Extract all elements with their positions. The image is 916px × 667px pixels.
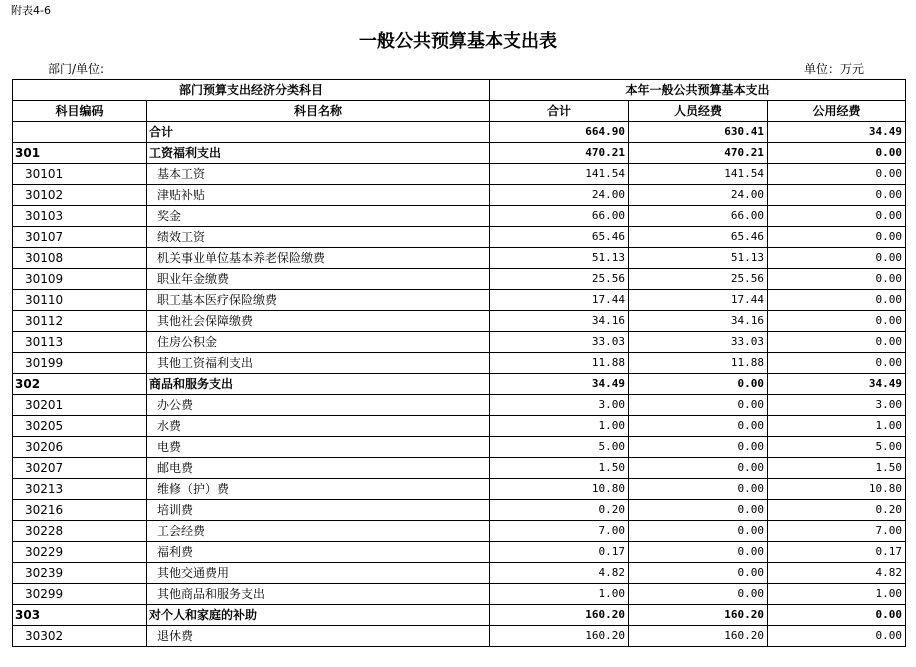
- total-row: [13, 122, 906, 143]
- table-row: [13, 353, 906, 374]
- header-group-row: [13, 80, 906, 101]
- row-name: 其他交通费用: [147, 563, 490, 584]
- row-name: 商品和服务支出: [147, 374, 490, 395]
- row-name: 职工基本医疗保险缴费: [147, 290, 490, 311]
- row-code: 30207: [13, 458, 147, 479]
- row-personnel: 24.00: [629, 185, 768, 206]
- row-name: 津贴补贴: [147, 185, 490, 206]
- row-total: 1.50: [490, 458, 629, 479]
- row-personnel: 66.00: [629, 206, 768, 227]
- row-public: 0.20: [768, 500, 906, 521]
- row-name: 维修（护）费: [147, 479, 490, 500]
- table-row: [13, 311, 906, 332]
- header-group-left: 部门预算支出经济分类科目: [13, 80, 490, 101]
- row-personnel: 0.00: [629, 437, 768, 458]
- row-total: 0.17: [490, 542, 629, 563]
- row-code: 30101: [13, 164, 147, 185]
- row-code: 30206: [13, 437, 147, 458]
- row-personnel: 17.44: [629, 290, 768, 311]
- row-total: 5.00: [490, 437, 629, 458]
- row-public: 0.00: [768, 143, 906, 164]
- row-code: 30302: [13, 626, 147, 647]
- row-personnel: 141.54: [629, 164, 768, 185]
- row-public: 0.00: [768, 164, 906, 185]
- report-title: 一般公共预算基本支出表: [359, 31, 557, 52]
- row-code: 30299: [13, 584, 147, 605]
- row-name: 奖金: [147, 206, 490, 227]
- row-code: 30113: [13, 332, 147, 353]
- row-code: 30108: [13, 248, 147, 269]
- row-personnel: 0.00: [629, 563, 768, 584]
- row-personnel: 34.16: [629, 311, 768, 332]
- row-personnel: 0.00: [629, 416, 768, 437]
- row-total: 34.16: [490, 311, 629, 332]
- attachment-label: 附表4-6: [11, 4, 51, 17]
- row-total: 160.20: [490, 626, 629, 647]
- row-public: 0.00: [768, 290, 906, 311]
- expenditure-table: [12, 79, 906, 647]
- row-public: 0.00: [768, 185, 906, 206]
- row-name: 绩效工资: [147, 227, 490, 248]
- row-code: 30213: [13, 479, 147, 500]
- row-name: 退休费: [147, 626, 490, 647]
- header-column-row: [13, 101, 906, 122]
- row-total: 11.88: [490, 353, 629, 374]
- table-row: [13, 416, 906, 437]
- row-name: 其他商品和服务支出: [147, 584, 490, 605]
- row-personnel: 160.20: [629, 626, 768, 647]
- row-code: 30107: [13, 227, 147, 248]
- table-row: [13, 500, 906, 521]
- header-group-right: 本年一般公共预算基本支出: [490, 80, 906, 101]
- row-public: 7.00: [768, 521, 906, 542]
- row-total: 33.03: [490, 332, 629, 353]
- row-public: 0.00: [768, 311, 906, 332]
- row-code: 30205: [13, 416, 147, 437]
- row-personnel: 0.00: [629, 521, 768, 542]
- header-name: 科目名称: [147, 101, 490, 122]
- unit-label: 单位：万元: [804, 62, 865, 76]
- row-code: 30112: [13, 311, 147, 332]
- table-row: [13, 563, 906, 584]
- total-public: 34.49: [768, 122, 906, 143]
- table-row: [13, 395, 906, 416]
- row-name: 水费: [147, 416, 490, 437]
- row-total: 3.00: [490, 395, 629, 416]
- table-row: [13, 626, 906, 647]
- row-name: 工会经费: [147, 521, 490, 542]
- table-row: [13, 269, 906, 290]
- table-row: [13, 164, 906, 185]
- row-total: 24.00: [490, 185, 629, 206]
- table-row: [13, 374, 906, 395]
- row-public: 3.00: [768, 395, 906, 416]
- row-total: 51.13: [490, 248, 629, 269]
- row-personnel: 0.00: [629, 542, 768, 563]
- row-code: 30109: [13, 269, 147, 290]
- total-code: [13, 122, 147, 143]
- table-row: [13, 290, 906, 311]
- row-public: 0.00: [768, 248, 906, 269]
- row-total: 470.21: [490, 143, 629, 164]
- row-personnel: 0.00: [629, 458, 768, 479]
- header-code: 科目编码: [13, 101, 147, 122]
- table-row: [13, 584, 906, 605]
- row-name: 福利费: [147, 542, 490, 563]
- row-total: 25.56: [490, 269, 629, 290]
- table-row: [13, 605, 906, 626]
- row-personnel: 470.21: [629, 143, 768, 164]
- row-public: 4.82: [768, 563, 906, 584]
- row-public: 1.00: [768, 584, 906, 605]
- row-public: 0.00: [768, 269, 906, 290]
- row-total: 4.82: [490, 563, 629, 584]
- row-name: 职业年金缴费: [147, 269, 490, 290]
- row-public: 5.00: [768, 437, 906, 458]
- header-public: 公用经费: [768, 101, 906, 122]
- row-total: 7.00: [490, 521, 629, 542]
- row-code: 30229: [13, 542, 147, 563]
- row-total: 160.20: [490, 605, 629, 626]
- row-code: 30199: [13, 353, 147, 374]
- row-public: 0.00: [768, 605, 906, 626]
- row-code: 302: [13, 374, 147, 395]
- row-code: 30110: [13, 290, 147, 311]
- row-code: 30102: [13, 185, 147, 206]
- row-personnel: 11.88: [629, 353, 768, 374]
- total-personnel: 630.41: [629, 122, 768, 143]
- row-name: 电费: [147, 437, 490, 458]
- row-public: 1.50: [768, 458, 906, 479]
- row-public: 1.00: [768, 416, 906, 437]
- table-row: [13, 185, 906, 206]
- table-row: [13, 437, 906, 458]
- row-public: 0.17: [768, 542, 906, 563]
- header-total: 合计: [490, 101, 629, 122]
- row-code: 30228: [13, 521, 147, 542]
- row-code: 30201: [13, 395, 147, 416]
- row-personnel: 160.20: [629, 605, 768, 626]
- row-personnel: 33.03: [629, 332, 768, 353]
- row-total: 66.00: [490, 206, 629, 227]
- row-name: 机关事业单位基本养老保险缴费: [147, 248, 490, 269]
- row-total: 1.00: [490, 416, 629, 437]
- table-row: [13, 143, 906, 164]
- row-name: 住房公积金: [147, 332, 490, 353]
- row-personnel: 0.00: [629, 500, 768, 521]
- row-name: 对个人和家庭的补助: [147, 605, 490, 626]
- row-name: 其他工资福利支出: [147, 353, 490, 374]
- row-name: 其他社会保障缴费: [147, 311, 490, 332]
- row-public: 0.00: [768, 206, 906, 227]
- row-total: 34.49: [490, 374, 629, 395]
- row-public: 34.49: [768, 374, 906, 395]
- table-row: [13, 248, 906, 269]
- row-personnel: 65.46: [629, 227, 768, 248]
- row-total: 0.20: [490, 500, 629, 521]
- row-total: 141.54: [490, 164, 629, 185]
- row-name: 工资福利支出: [147, 143, 490, 164]
- row-public: 0.00: [768, 227, 906, 248]
- row-name: 邮电费: [147, 458, 490, 479]
- total-name: 合计: [147, 122, 490, 143]
- department-label: 部门/单位:: [48, 62, 105, 76]
- row-code: 30239: [13, 563, 147, 584]
- row-public: 0.00: [768, 626, 906, 647]
- header-personnel: 人员经费: [629, 101, 768, 122]
- row-name: 培训费: [147, 500, 490, 521]
- row-public: 10.80: [768, 479, 906, 500]
- table-row: [13, 206, 906, 227]
- row-total: 17.44: [490, 290, 629, 311]
- row-personnel: 25.56: [629, 269, 768, 290]
- row-public: 0.00: [768, 332, 906, 353]
- row-total: 1.00: [490, 584, 629, 605]
- table-row: [13, 458, 906, 479]
- row-name: 基本工资: [147, 164, 490, 185]
- row-total: 65.46: [490, 227, 629, 248]
- row-name: 办公费: [147, 395, 490, 416]
- row-total: 10.80: [490, 479, 629, 500]
- row-code: 303: [13, 605, 147, 626]
- row-code: 30216: [13, 500, 147, 521]
- row-personnel: 51.13: [629, 248, 768, 269]
- row-public: 0.00: [768, 353, 906, 374]
- table-row: [13, 332, 906, 353]
- row-code: 30103: [13, 206, 147, 227]
- row-personnel: 0.00: [629, 584, 768, 605]
- table-row: [13, 542, 906, 563]
- row-personnel: 0.00: [629, 395, 768, 416]
- row-code: 301: [13, 143, 147, 164]
- table-row: [13, 227, 906, 248]
- table-row: [13, 521, 906, 542]
- total-total: 664.90: [490, 122, 629, 143]
- table-row: [13, 479, 906, 500]
- row-personnel: 0.00: [629, 374, 768, 395]
- row-personnel: 0.00: [629, 479, 768, 500]
